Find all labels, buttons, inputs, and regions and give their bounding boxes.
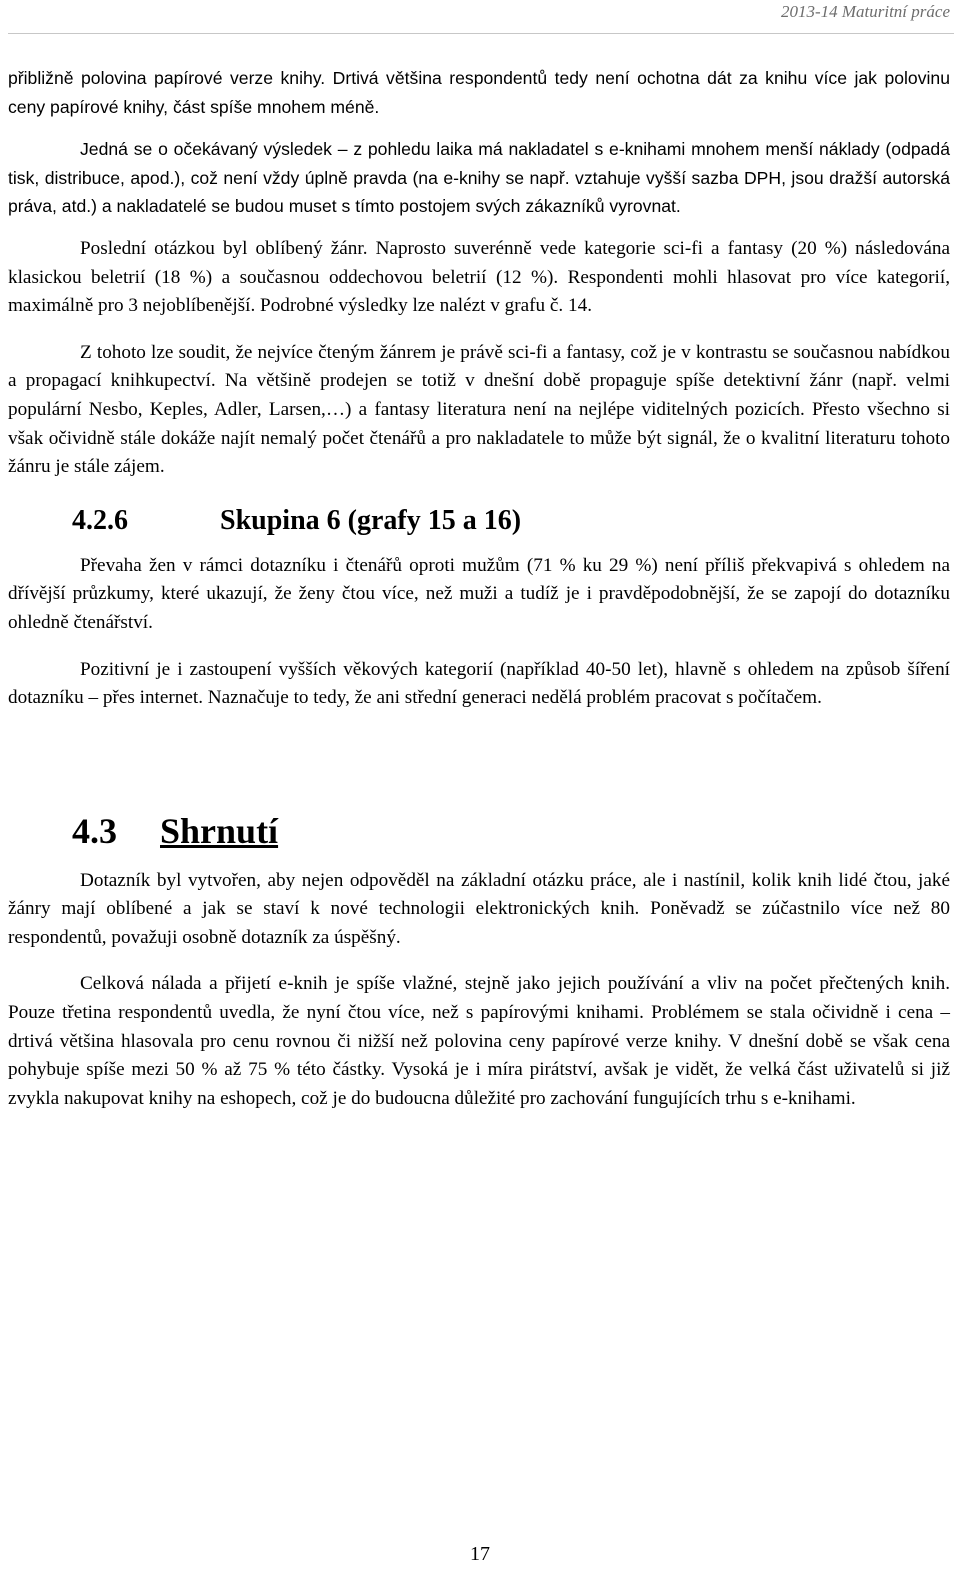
paragraph-age-groups: Pozitivní je i zastoupení vyšších věkových kategorií (například 40-50 let), hlavně s ohledem na způsob šíření dotazníku – přes internet. Naznačuje to tedy, že ani střední generaci nedělá problém pracovat s počítačem. <box>8 658 950 709</box>
paragraph-expected-result: Jedná se o očekávaný výsledek – z pohledu laika má nakladatel s e-knihami mnohem menší náklady (odpadá tisk, distribuce, apod.), což není vždy úplně pravda (na e-knihy se např. vztahuje vyšší sazba DPH, jsou dražší autorská práva, atd.) a nakladatelé se budou muset s tímto postojem svých zákazníků vyrovnat. <box>8 139 950 217</box>
paragraph-gender-ratio: Převaha žen v rámci dotazníku i čtenářů oproti mužům (71 % ku 29 %) není příliš překvapivá s ohledem na dřívější průzkumy, které ukazují, že ženy čtou více, než muži a tudíž je i pravděpodobnější, že se zapojí do dotazníku ohledně čtenářství. <box>8 554 950 633</box>
section-title: Shrnutí <box>160 810 279 851</box>
section-title: Skupina 6 (grafy 15 a 16) <box>220 504 522 536</box>
running-header: 2013-14 Maturitní práce <box>780 2 950 21</box>
header-divider <box>8 33 954 34</box>
page-number: 17 <box>470 1543 490 1565</box>
paragraph-favourite-genre: Poslední otázkou byl oblíbený žánr. Naprosto suverénně vede kategorie sci-fi a fantasy (20 %) následována klasickou beletrií (18 %) a současnou oddechovou beletrií (12 %). Respondenti mohli hlasovat pro více kategorií, maximálně pro 3 nejoblíbenější. Podrobné výsledky lze nalézt v grafu č. 14. <box>8 237 950 317</box>
paragraph-genre-conclusion: Z tohoto lze soudit, že nejvíce čteným žánrem je právě sci-fi a fantasy, což je v kontrastu se současnou nabídkou a propagací knihkupectví. Na většině prodejen se totiž v dnešní době propaguje spíše detektivní žánr (např. velmi populární Nesbo, Keples, Adler, Larsen,…) a fantasy literatura není na nejlépe viditelných pozicích. Přesto všechno si však očividně stále dokáže najít nemalý počet čtenářů a pro nakladatele to může být signál, že o kvalitní literaturu tohoto žánru je stále zájem. <box>8 341 950 478</box>
paragraph-summary-mood: Celková nálada a přijetí e-knih je spíše vlažné, stejně jako jejich používání a vliv na počet přečtených knih. Pouze třetina respondentů uvedla, že nyní čtou více, než s papírovými knihami. Problémem se stala očividně i cena – drtivá většina hlasovala pro cenu rovnou či nižší než polovina ceny papírové verze knihy. V dnešní době se však cena pohybuje spíše mezi 50 % až 75 % této částky. Vysoká je i míra pirátství, avšak je vidět, že velká část uživatelů si již zvykla nakupovat knihy na eshopech, což je do budoucna důležité pro zachování fungujících trhu s e-knihami. <box>8 973 950 1109</box>
page-content <box>8 64 950 1113</box>
paragraph-summary-survey: Dotazník byl vytvořen, aby nejen odpověděl na základní otázku práce, ale i nastínil, kolik knih lidé čtou, jaké žánry mají oblíbené a jak se staví k nové technologii elektronických knih. Poněvadž se zúčastnilo více než 80 respondentů, považuji osobně dotazník za úspěšný. <box>8 869 950 948</box>
paragraph-price-continuation: přibližně polovina papírové verze knihy. Drtivá většina respondentů tedy není ochotna dát za knihu více jak polovinu ceny papírové knihy, část spíše mnohem méně. <box>8 68 950 117</box>
section-number: 4.2.6 <box>72 504 128 536</box>
section-number: 4.3 <box>72 810 117 851</box>
section-heading-4-3 <box>72 809 950 853</box>
section-heading-4-2-6 <box>72 504 950 538</box>
